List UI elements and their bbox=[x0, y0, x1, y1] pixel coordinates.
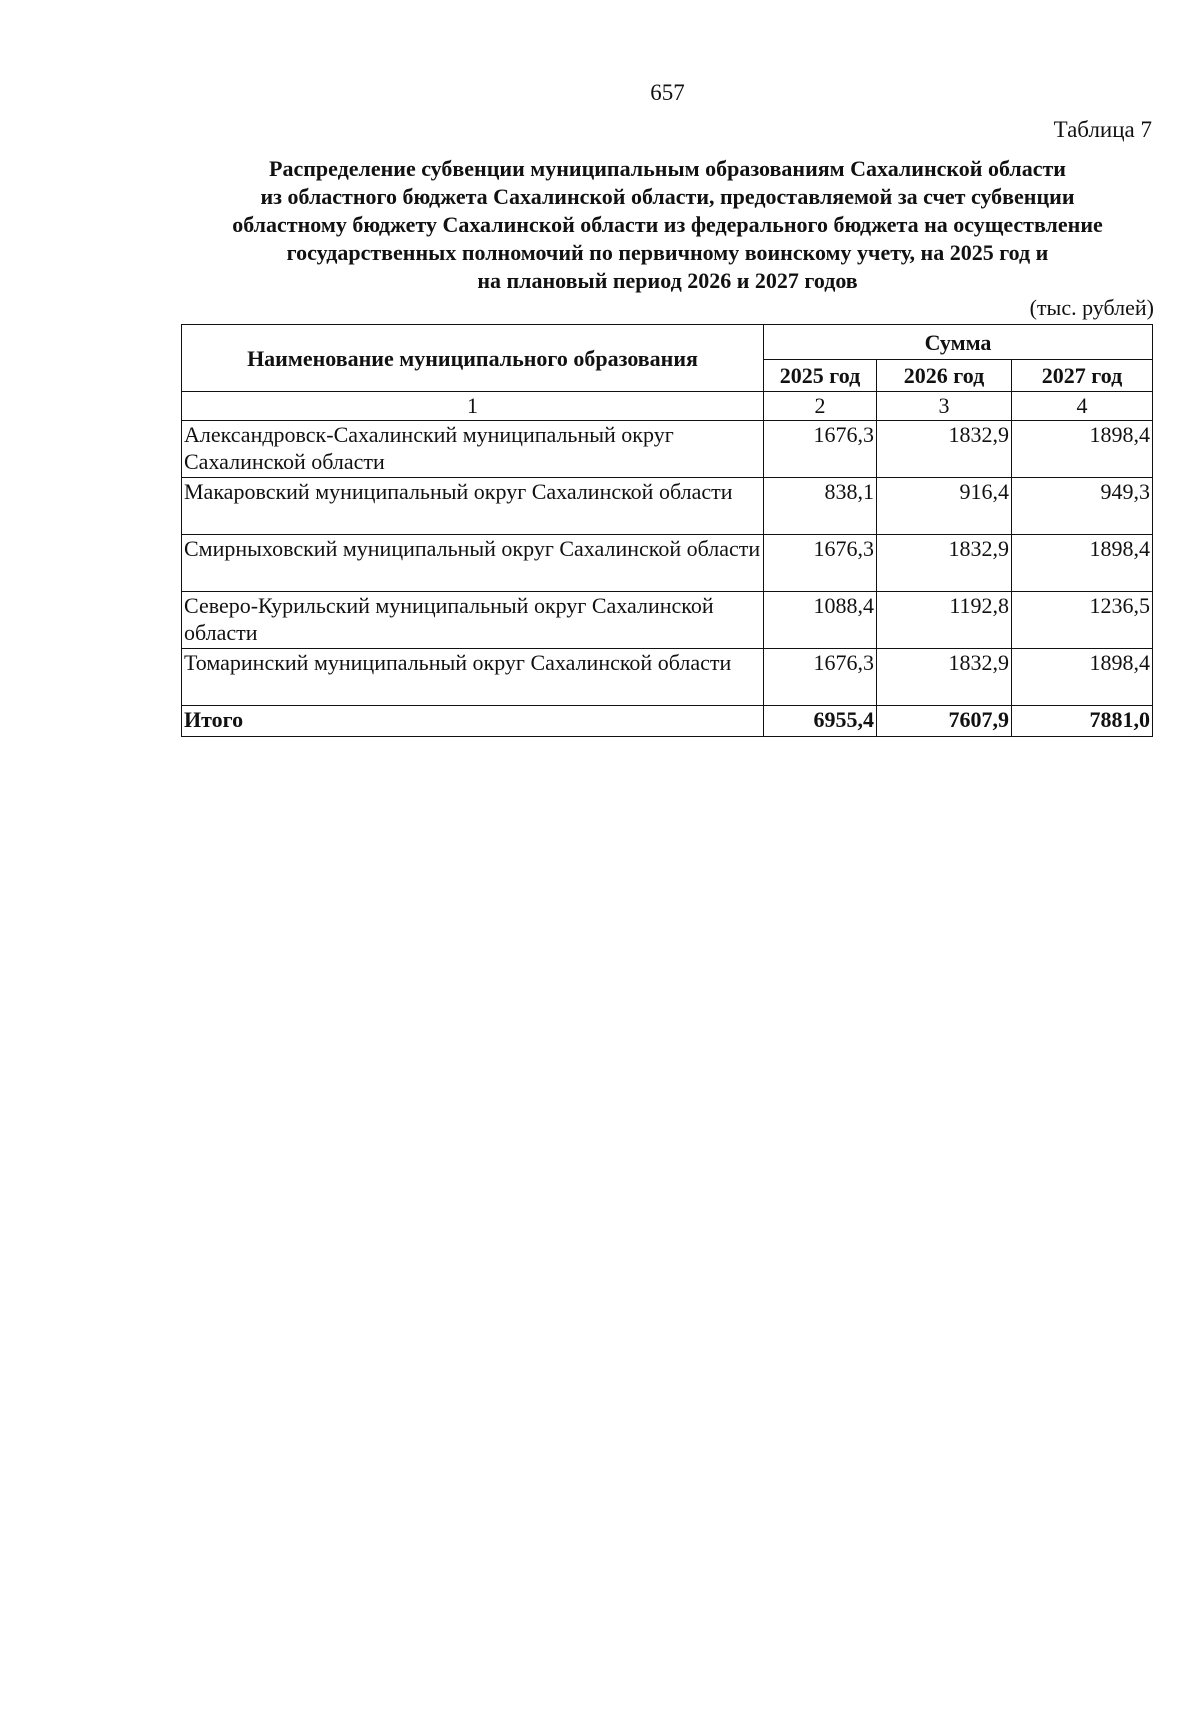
value-2026: 1832,9 bbox=[877, 421, 1012, 478]
value-2025: 1676,3 bbox=[764, 535, 877, 592]
page-number: 657 bbox=[650, 80, 685, 105]
value-2025: 838,1 bbox=[764, 478, 877, 535]
total-row bbox=[182, 706, 1153, 737]
header-name: Наименование муниципального образования bbox=[182, 325, 764, 392]
column-index: 2 bbox=[764, 392, 877, 421]
column-index-row bbox=[182, 392, 1153, 421]
header-year-2027: 2027 год bbox=[1012, 360, 1153, 392]
value-2027: 1898,4 bbox=[1012, 421, 1153, 478]
value-2026: 916,4 bbox=[877, 478, 1012, 535]
header-year-2026: 2026 год bbox=[877, 360, 1012, 392]
value-2027: 949,3 bbox=[1012, 478, 1153, 535]
table-row bbox=[182, 592, 1153, 649]
total-label: Итого bbox=[182, 706, 764, 737]
value-2027: 1898,4 bbox=[1012, 649, 1153, 706]
value-2026: 1832,9 bbox=[877, 649, 1012, 706]
table-label: Таблица 7 bbox=[1053, 117, 1152, 142]
table-row bbox=[182, 478, 1153, 535]
row-name: Смирныховский муниципальный округ Сахалинской области bbox=[182, 535, 764, 592]
row-name: Макаровский муниципальный округ Сахалинской области bbox=[182, 478, 764, 535]
title-line: государственных полномочий по первичному воинскому учету, на 2025 год и bbox=[286, 240, 1049, 265]
value-2025: 1088,4 bbox=[764, 592, 877, 649]
title-line: из областного бюджета Сахалинской области, предоставляемой за счет субвенции bbox=[260, 184, 1075, 209]
title-line: на плановый период 2026 и 2027 годов bbox=[477, 268, 858, 293]
row-name: Александровск-Сахалинский муниципальный округ Сахалинской области bbox=[182, 421, 764, 478]
row-name: Томаринский муниципальный округ Сахалинской области bbox=[182, 649, 764, 706]
column-index: 3 bbox=[877, 392, 1012, 421]
document-title bbox=[180, 155, 1155, 295]
header-year-2025: 2025 год bbox=[764, 360, 877, 392]
value-2025: 1676,3 bbox=[764, 421, 877, 478]
value-2026: 1832,9 bbox=[877, 535, 1012, 592]
value-2027: 1898,4 bbox=[1012, 535, 1153, 592]
value-2025: 1676,3 bbox=[764, 649, 877, 706]
table-row bbox=[182, 649, 1153, 706]
units-label: (тыс. рублей) bbox=[1029, 295, 1154, 320]
title-line: областному бюджету Сахалинской области из федерального бюджета на осуществление bbox=[232, 212, 1103, 237]
distribution-table bbox=[181, 324, 1153, 737]
total-2027: 7881,0 bbox=[1012, 706, 1153, 737]
total-2025: 6955,4 bbox=[764, 706, 877, 737]
column-index: 4 bbox=[1012, 392, 1153, 421]
row-name: Северо-Курильский муниципальный округ Сахалинской области bbox=[182, 592, 764, 649]
total-2026: 7607,9 bbox=[877, 706, 1012, 737]
column-index: 1 bbox=[182, 392, 764, 421]
value-2026: 1192,8 bbox=[877, 592, 1012, 649]
table-row bbox=[182, 535, 1153, 592]
header-sum: Сумма bbox=[764, 325, 1153, 360]
value-2027: 1236,5 bbox=[1012, 592, 1153, 649]
title-line: Распределение субвенции муниципальным образованиям Сахалинской области bbox=[269, 156, 1066, 181]
table-row bbox=[182, 421, 1153, 478]
